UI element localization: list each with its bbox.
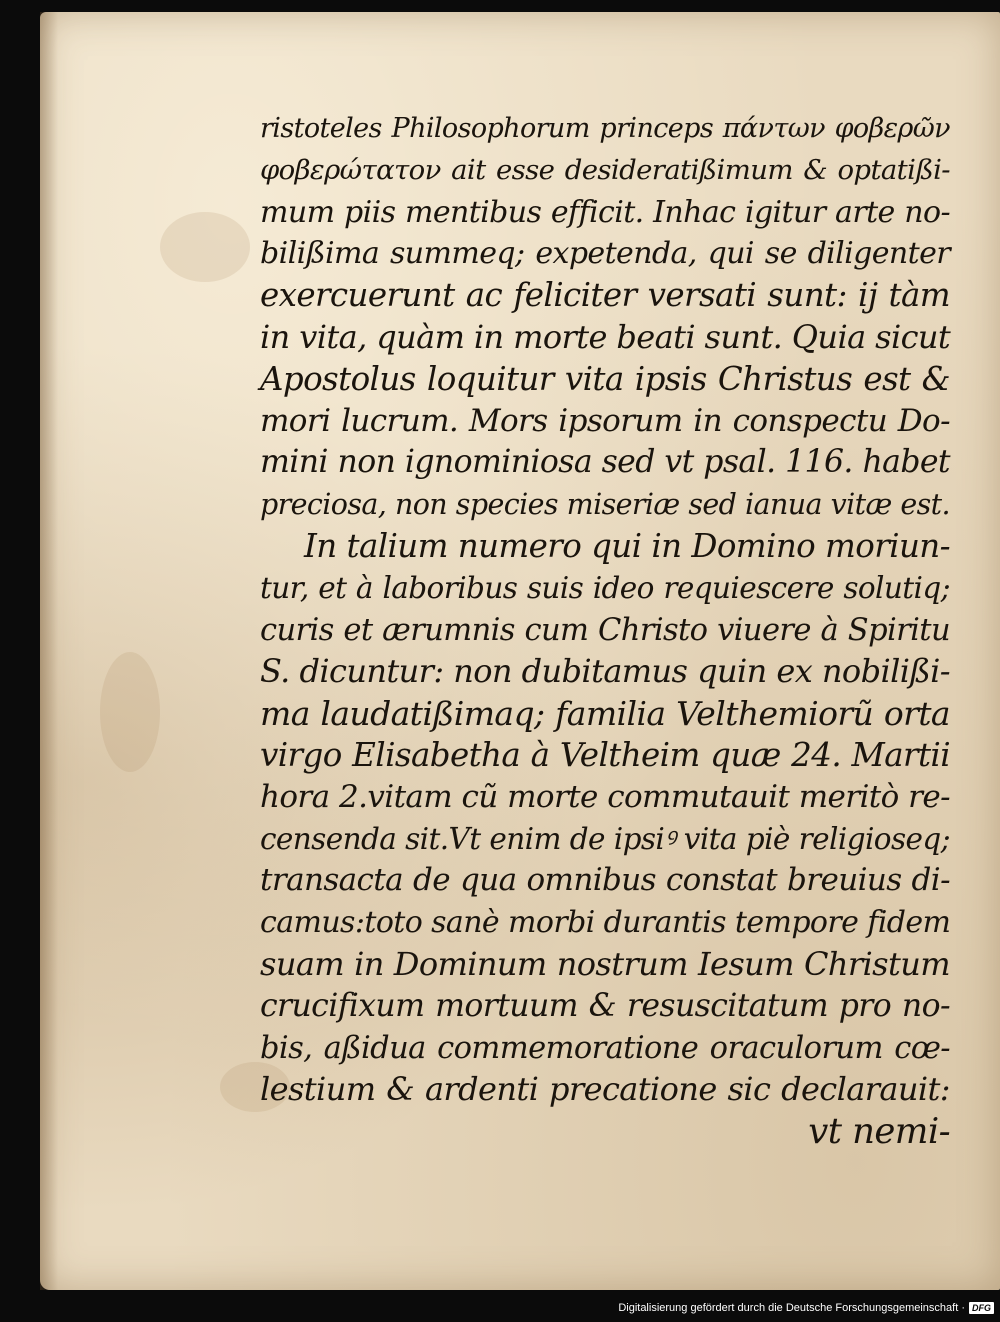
text-line: exercuerunt ac feliciter versati sunt: ij tàm [260, 276, 950, 315]
text-line: virgo Elisabetha à Veltheim quæ 24. Martii [260, 735, 950, 774]
text-line: mini non ignominiosa sed vt psal. 116. habet [260, 444, 950, 481]
text-line: crucifixum mortuum & resuscitatum pro no- [260, 987, 950, 1024]
text-line: bis, aßidua commemoratione oraculorum cœ- [260, 1030, 950, 1066]
text-block [260, 108, 950, 1153]
text-line: camus:toto sanè morbi durantis tempore fidem [260, 905, 951, 941]
text-line: mori lucrum. Mors ipsorum in conspectu Do- [260, 402, 950, 439]
text-line: transacta de qua omnibus constat breuius di- [260, 862, 950, 899]
text-line: In talium numero qui in Domino moriun- [304, 526, 950, 565]
text-line: lestium & ardenti precatione sic declarauit: [260, 1070, 950, 1109]
dfg-logo: DFG [969, 1302, 994, 1314]
text-line: suam in Dominum nostrum Iesum Christum [260, 944, 950, 983]
text-line: ma laudatißimaq; familia Velthemiorũ orta [260, 694, 950, 734]
text-line: censenda sit.Vt enim de ipsiꝰ vita piè religioseq; [260, 821, 950, 856]
text-line: tur, et à laboribus suis ideo requiescere solutiq; [260, 570, 950, 605]
paper-stain [100, 652, 160, 772]
text-line: Apostolus loquitur vita ipsis Christus est & [260, 359, 950, 398]
text-line: in vita, quàm in morte beati sunt. Quia sicut [260, 317, 951, 356]
digitization-footer [618, 1300, 994, 1316]
text-line: hora 2.vitam cũ morte commutauit meritò re- [260, 778, 950, 815]
paper-stain [160, 212, 250, 282]
text-line: ristoteles Philosophorum princeps πάντων φοβερῶν [260, 113, 950, 144]
text-line: mum piis mentibus efficit. Inhac igitur arte no- [260, 194, 950, 230]
text-line: curis et ærumnis cum Christo viuere à Spiritu [260, 612, 950, 648]
catchword: vt nemi- [808, 1111, 950, 1153]
text-line: preciosa, non species miseriæ sed ianua vitæ est. [260, 488, 950, 522]
footer-text: Digitalisierung gefördert durch die Deutsche Forschungsgemeinschaft · [618, 1302, 965, 1314]
text-line: S. dicuntur: non dubitamus quin ex nobilißi- [260, 652, 950, 691]
text-line: φοβερώτατον ait esse desideratißimum & optatißi- [260, 153, 950, 186]
text-line: bilißima summeq; expetenda, qui se diligenter [260, 236, 950, 272]
